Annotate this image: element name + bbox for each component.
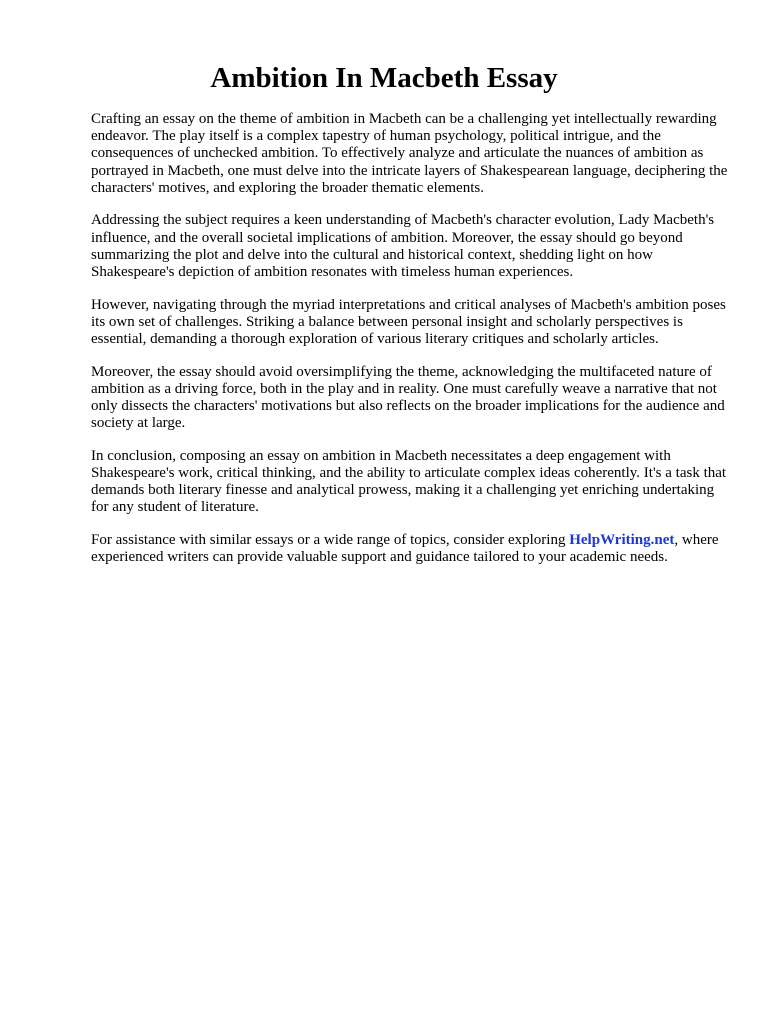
closing-text-before-link: For assistance with similar essays or a wide range of topics, consider exploring (91, 532, 570, 549)
closing-text-after-link: , where experienced writers can provide valuable support and guidance tailored to your academic needs. (91, 532, 719, 566)
paragraph-4: Moreover, the essay should avoid oversimplifying the theme, acknowledging the multifaceted nature of ambition as a driving force, both in the play and in reality. One must carefully weave a narrative that not only dissects the characters' motivations but also reflects on the broader implications for the audience and society at large. (91, 363, 725, 432)
paragraph-2: Addressing the subject requires a keen understanding of Macbeth's character evolution, Lady Macbeth's influence, and the overall societal implications of ambition. Moreover, the essay should go beyond summarizing the plot and delve into the cultural and historical context, shedding light on how Shakespeare's depiction of ambition resonates with timeless human experiences. (91, 212, 715, 281)
closing-paragraph (91, 532, 729, 566)
helpwriting-link[interactable]: HelpWriting.net (569, 532, 675, 549)
page-title: Ambition In Macbeth Essay (210, 62, 558, 94)
paragraph-5: In conclusion, composing an essay on ambition in Macbeth necessitates a deep engagement with Shakespeare's work, critical thinking, and the ability to articulate complex ideas coherently. It's a task that demands both literary finesse and analytical prowess, making it a challenging yet enriching undertaking for any student of literature. (91, 447, 727, 516)
paragraph-1: Crafting an essay on the theme of ambition in Macbeth can be a challenging yet intellectually rewarding endeavor. The play itself is a complex tapestry of human psychology, political intrigue, and the consequences of unchecked ambition. To effectively analyze and articulate the nuances of ambition as portrayed in Macbeth, one must delve into the intricate layers of Shakespearean language, deciphering the characters' motives, and exploring the broader thematic elements. (91, 111, 728, 196)
essay-body (91, 111, 729, 582)
paragraph-3: However, navigating through the myriad interpretations and critical analyses of Macbeth's ambition poses its own set of challenges. Striking a balance between personal insight and scholarly perspectives is essential, demanding a thorough exploration of various literary critiques and scholarly articles. (91, 296, 726, 348)
